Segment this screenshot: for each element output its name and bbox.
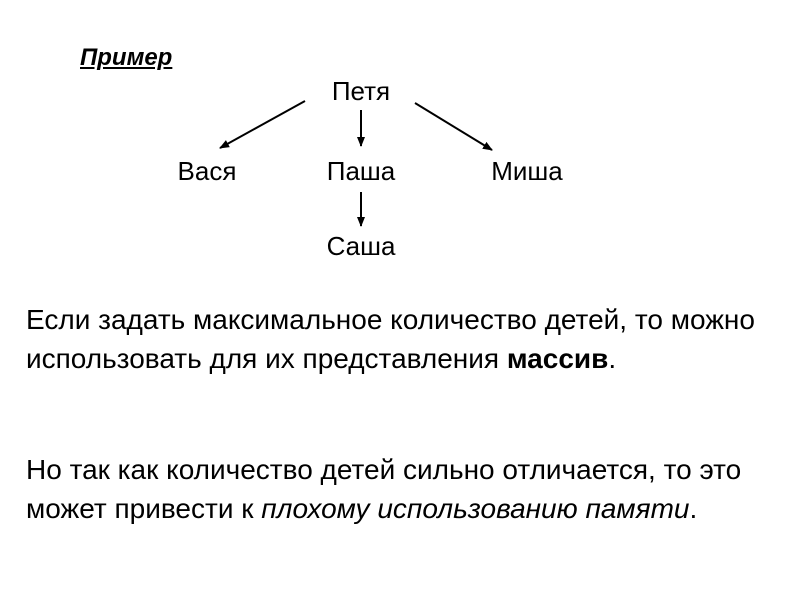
tree-node-petya: Петя: [331, 76, 391, 106]
paragraph-memory-tail: .: [689, 493, 698, 524]
paragraph-memory: [26, 450, 786, 528]
tree-node-pasha: Паша: [326, 156, 396, 186]
tree-node-sasha: Саша: [326, 231, 396, 261]
example-heading: Пример: [80, 44, 173, 71]
paragraph-array-text: Если задать максимальное количество детей, то можно использовать для их представления: [26, 304, 755, 374]
paragraph-array-bold: массив: [506, 343, 609, 374]
tree-edges: [0, 0, 800, 290]
paragraph-array: [26, 300, 786, 378]
edge-petya-vasya: [220, 101, 305, 148]
edge-petya-misha: [415, 103, 492, 150]
paragraph-memory-italic: плохому использованию памяти: [261, 493, 690, 524]
tree-node-vasya: Вася: [177, 156, 237, 186]
paragraph-array-tail: .: [608, 343, 617, 374]
paragraph-memory-text: Но так как количество детей сильно отличается, то это может привести к: [26, 454, 742, 524]
tree-node-misha: Миша: [491, 156, 563, 186]
